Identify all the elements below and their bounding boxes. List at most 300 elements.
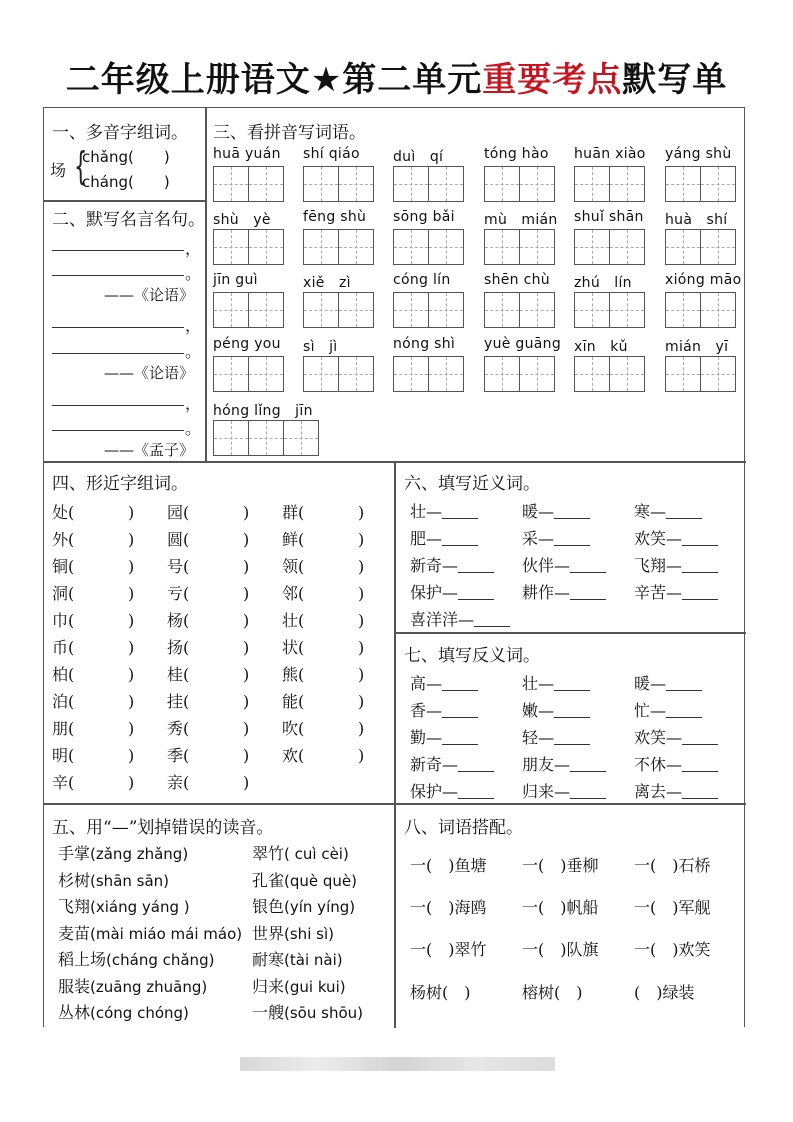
paren-open: ( xyxy=(183,584,190,603)
pinyin-item xyxy=(213,272,258,288)
paren-open: ( xyxy=(68,692,75,711)
collocation-item[interactable]: 一( )欢笑 xyxy=(634,940,711,959)
word: 服装 xyxy=(58,976,91,996)
pinyin-item xyxy=(665,146,732,162)
writing-boxes[interactable] xyxy=(213,292,283,328)
word: 离去— xyxy=(634,782,683,801)
paren-close: ) xyxy=(243,746,250,765)
word: 高— xyxy=(410,674,443,693)
pinyin-text: huā yuán xyxy=(213,146,281,162)
answer-line[interactable] xyxy=(52,405,184,406)
fill-item[interactable] xyxy=(410,499,478,522)
pinyin-options[interactable]: (zǎng zhǎng) xyxy=(90,845,189,863)
writing-boxes[interactable] xyxy=(484,292,554,328)
pinyin-item xyxy=(574,272,632,292)
fill-item[interactable] xyxy=(410,526,478,549)
blank[interactable] xyxy=(570,584,606,600)
word: 暖— xyxy=(634,674,667,693)
paren-open: ( xyxy=(68,638,75,657)
fill-item[interactable] xyxy=(522,725,590,748)
writing-boxes[interactable] xyxy=(303,229,373,265)
similar-char-item[interactable] xyxy=(52,500,134,523)
word: 手掌 xyxy=(58,844,91,863)
collocation-item[interactable]: 榕树( ) xyxy=(522,983,583,1002)
char: 洞 xyxy=(52,584,69,603)
blank[interactable] xyxy=(682,557,718,573)
char: 处 xyxy=(52,503,69,522)
collocation-item[interactable]: 一( )石桥 xyxy=(634,856,711,875)
similar-char-item[interactable] xyxy=(52,635,134,658)
char: 明 xyxy=(52,746,69,765)
writing-boxes[interactable] xyxy=(393,229,463,265)
writing-boxes[interactable] xyxy=(484,356,554,392)
paren-close: ) xyxy=(128,503,135,522)
fill-item[interactable] xyxy=(410,725,478,748)
similar-char-item[interactable] xyxy=(282,581,364,604)
word: 世界 xyxy=(252,923,285,943)
paren-open: ( xyxy=(68,773,75,792)
pinyin-item xyxy=(484,209,558,229)
similar-char-item[interactable] xyxy=(282,608,364,631)
word: 辛苦— xyxy=(634,583,683,602)
pronunciation-item[interactable] xyxy=(252,947,343,970)
pinyin-options[interactable]: (zuāng zhuāng) xyxy=(90,977,208,996)
similar-char-item[interactable] xyxy=(52,689,134,712)
char: 挂 xyxy=(167,692,184,711)
collocation-item[interactable]: 一( )海鸥 xyxy=(410,898,487,917)
writing-boxes[interactable] xyxy=(574,166,644,202)
worksheet xyxy=(43,107,745,1027)
paren-open: ( xyxy=(68,746,75,765)
word: 稻上场 xyxy=(58,950,107,969)
similar-char-item[interactable] xyxy=(52,743,134,766)
char: 外 xyxy=(52,530,69,549)
collocation-item[interactable]: 一( )翠竹 xyxy=(410,940,487,959)
pronunciation-item[interactable] xyxy=(252,841,349,864)
paren-close: ) xyxy=(243,692,250,711)
fill-item[interactable] xyxy=(522,499,590,522)
fill-item[interactable] xyxy=(634,580,718,603)
word: 忙— xyxy=(634,701,667,720)
writing-boxes[interactable] xyxy=(303,292,373,328)
pronunciation-item[interactable] xyxy=(58,921,242,944)
divider xyxy=(394,461,396,1028)
similar-char-item[interactable] xyxy=(52,716,134,739)
answer-line[interactable] xyxy=(52,250,184,251)
char: 桂 xyxy=(167,665,184,684)
writing-boxes[interactable] xyxy=(574,292,644,328)
collocation-item[interactable]: 一( )鱼塘 xyxy=(410,856,487,875)
pinyin-options[interactable]: (shi sì) xyxy=(284,924,334,943)
paren-close: ) xyxy=(128,638,135,657)
blank[interactable] xyxy=(442,729,478,745)
divider xyxy=(205,108,207,462)
blank[interactable] xyxy=(682,729,718,745)
char: 秀 xyxy=(167,719,184,738)
fill-item[interactable] xyxy=(410,607,510,630)
blank[interactable] xyxy=(554,530,590,546)
char: 巾 xyxy=(52,611,69,630)
paren-open: ( xyxy=(183,692,190,711)
fill-item[interactable] xyxy=(522,526,590,549)
similar-char-item[interactable] xyxy=(282,689,364,712)
blank[interactable] xyxy=(666,503,702,519)
writing-boxes[interactable] xyxy=(484,229,554,265)
paren-close: ) xyxy=(358,692,365,711)
punct: 。 xyxy=(185,419,202,438)
writing-boxes[interactable] xyxy=(303,356,373,392)
word: 银色 xyxy=(252,897,285,916)
collocation-item[interactable]: 一( )帆船 xyxy=(522,898,599,917)
pinyin-item xyxy=(303,209,366,225)
answer-line[interactable] xyxy=(52,430,184,431)
similar-char-item[interactable] xyxy=(282,743,364,766)
paren-close: ) xyxy=(243,719,250,738)
pinyin-item xyxy=(393,336,455,352)
word: 耕作— xyxy=(522,583,571,602)
pinyin-text: shí qiáo xyxy=(303,146,360,162)
word: 喜洋洋— xyxy=(410,610,475,629)
pinyin-item xyxy=(213,146,281,162)
word: 翠竹 xyxy=(252,844,285,863)
similar-char-item[interactable] xyxy=(167,689,249,712)
pinyin-text: shēn chù xyxy=(484,272,550,288)
similar-char-item[interactable] xyxy=(167,743,249,766)
pinyin-item xyxy=(665,209,727,229)
pinyin-item xyxy=(393,209,455,225)
pinyin-options[interactable]: (què què) xyxy=(284,871,358,890)
word: 麦苗 xyxy=(58,923,91,943)
section-title: 四、形近字组词。 xyxy=(52,474,188,494)
fill-item[interactable] xyxy=(634,725,718,748)
source: ——《孟子》 xyxy=(104,441,195,459)
fill-item[interactable] xyxy=(522,752,606,775)
pinyin-options[interactable]: (yín yíng) xyxy=(284,898,356,916)
paren-open: ( xyxy=(298,692,305,711)
blank[interactable] xyxy=(458,783,494,799)
char: 群 xyxy=(282,503,299,522)
section-title: 一、多音字组词。 xyxy=(52,123,188,143)
punct: 。 xyxy=(185,264,202,283)
answer-line[interactable] xyxy=(52,353,184,354)
word: 欢笑— xyxy=(634,529,683,548)
char: 辛 xyxy=(52,773,69,792)
pronunciation-item[interactable] xyxy=(58,894,190,917)
similar-char-item[interactable] xyxy=(52,527,134,550)
pronunciation-item[interactable] xyxy=(252,1000,363,1023)
paren-close: ) xyxy=(243,530,250,549)
section-title: 七、填写反义词。 xyxy=(404,646,540,666)
pinyin-options[interactable]: ( cuì cèi) xyxy=(284,845,349,863)
char: 状 xyxy=(282,638,299,657)
collocation-item[interactable]: 一( )军舰 xyxy=(634,898,711,917)
answer-line[interactable] xyxy=(52,327,184,328)
char: 欢 xyxy=(282,746,299,765)
pinyin-options[interactable]: (mài miáo mái máo) xyxy=(90,924,243,943)
word: 暖— xyxy=(522,502,555,521)
paren-open: ( xyxy=(68,503,75,522)
writing-boxes[interactable] xyxy=(393,166,463,202)
paren-open: ( xyxy=(298,746,305,765)
blank[interactable] xyxy=(442,503,478,519)
punct: ， xyxy=(185,239,202,258)
pinyin-text: yáng shù xyxy=(665,146,732,162)
word: 杉树 xyxy=(58,870,91,890)
pronunciation-item[interactable] xyxy=(58,1000,189,1023)
char: 柏 xyxy=(52,665,69,684)
punct: 。 xyxy=(185,342,202,361)
writing-boxes[interactable] xyxy=(213,229,283,265)
blank[interactable] xyxy=(682,783,718,799)
paren-open: ( xyxy=(183,665,190,684)
word: 伙伴— xyxy=(522,556,571,575)
paren-open: ( xyxy=(298,611,305,630)
blank[interactable] xyxy=(458,584,494,600)
paren-open: ( xyxy=(183,746,190,765)
writing-boxes[interactable] xyxy=(665,356,735,392)
pronunciation-item[interactable] xyxy=(58,974,207,997)
pinyin-options[interactable]: (tài nài) xyxy=(284,951,343,969)
char: 领 xyxy=(282,557,299,576)
pinyin-item xyxy=(574,146,646,162)
paren-open: ( xyxy=(298,557,305,576)
divider xyxy=(44,803,746,805)
collocation-item[interactable]: 一( )垂柳 xyxy=(522,856,599,875)
similar-char-item[interactable] xyxy=(167,581,249,604)
blank[interactable] xyxy=(682,756,718,772)
pinyin-item xyxy=(574,336,628,356)
blank[interactable] xyxy=(682,530,718,546)
pronunciation-item[interactable] xyxy=(58,841,188,864)
fill-item[interactable] xyxy=(410,580,494,603)
pinyin-item xyxy=(665,336,728,356)
fill-item[interactable] xyxy=(410,779,494,802)
pronunciation-item[interactable] xyxy=(252,868,357,891)
similar-char-item[interactable] xyxy=(52,608,134,631)
collocation-item[interactable]: 杨树( ) xyxy=(410,983,471,1002)
pinyin-item xyxy=(213,400,313,420)
pinyin-text: nóng shì xyxy=(393,336,456,352)
similar-char-item[interactable] xyxy=(282,554,364,577)
paren-open: ( xyxy=(183,503,190,522)
char: 杨 xyxy=(167,611,184,630)
pinyin-options[interactable]: (gui kui) xyxy=(284,977,346,996)
char: 吹 xyxy=(282,719,299,738)
pronunciation-item[interactable] xyxy=(252,894,355,917)
word: 肥— xyxy=(410,529,443,548)
writing-boxes[interactable] xyxy=(393,356,463,392)
pinyin-item xyxy=(213,336,281,352)
fill-item[interactable] xyxy=(634,779,718,802)
writing-boxes[interactable] xyxy=(303,166,373,202)
paren-open: ( xyxy=(298,530,305,549)
collocation-item[interactable]: 一( )队旗 xyxy=(522,940,599,959)
pronunciation-item[interactable] xyxy=(252,974,346,997)
blank[interactable] xyxy=(474,611,510,627)
similar-char-item[interactable] xyxy=(167,608,249,631)
punct: ， xyxy=(185,394,202,413)
section-title: 三、看拼音写词语。 xyxy=(213,123,366,143)
similar-char-item[interactable] xyxy=(167,635,249,658)
similar-char-item[interactable] xyxy=(167,770,249,793)
similar-char-item[interactable] xyxy=(167,554,249,577)
writing-boxes[interactable] xyxy=(665,229,735,265)
fill-item[interactable] xyxy=(522,671,590,694)
divider xyxy=(395,632,746,634)
pinyin-item xyxy=(665,272,741,288)
writing-boxes[interactable] xyxy=(393,292,463,328)
collocation-item[interactable]: ( )绿装 xyxy=(634,983,695,1002)
word: 壮— xyxy=(410,502,443,521)
blank[interactable] xyxy=(570,756,606,772)
paren-open: ( xyxy=(183,557,190,576)
similar-char-item[interactable] xyxy=(52,770,134,793)
blank[interactable] xyxy=(666,675,702,691)
char: 园 xyxy=(167,503,184,522)
char: 壮 xyxy=(282,611,299,630)
pinyin-options[interactable]: (cóng chóng) xyxy=(90,1004,189,1022)
blank[interactable] xyxy=(458,756,494,772)
paren-close: ) xyxy=(243,584,250,603)
fill-item[interactable] xyxy=(410,698,478,721)
word: 新奇— xyxy=(410,556,459,575)
writing-boxes[interactable] xyxy=(213,166,283,202)
char: 鲜 xyxy=(282,530,299,549)
paren-close: ) xyxy=(128,557,135,576)
similar-char-item[interactable] xyxy=(52,554,134,577)
fill-item[interactable] xyxy=(522,553,606,576)
source: ——《论语》 xyxy=(104,364,195,382)
blank[interactable] xyxy=(554,675,590,691)
writing-boxes[interactable] xyxy=(484,166,554,202)
answer-line[interactable] xyxy=(52,275,184,276)
similar-char-item[interactable] xyxy=(167,662,249,685)
writing-boxes[interactable] xyxy=(574,356,644,392)
char: 号 xyxy=(167,557,184,576)
similar-char-item[interactable] xyxy=(282,716,364,739)
pinyin-item xyxy=(484,336,561,352)
pinyin-text: tóng hào xyxy=(484,146,549,162)
similar-char-item[interactable] xyxy=(52,662,134,685)
pinyin-text: zhú lín xyxy=(574,275,632,291)
blank[interactable] xyxy=(442,702,478,718)
blank[interactable] xyxy=(666,702,702,718)
writing-boxes[interactable] xyxy=(574,229,644,265)
blank[interactable] xyxy=(458,557,494,573)
pronunciation-item[interactable] xyxy=(58,868,169,891)
pinyin-item xyxy=(213,209,271,229)
pinyin-text: huà shí xyxy=(665,212,728,228)
reading-2: cháng( ) xyxy=(82,173,170,191)
writing-boxes[interactable] xyxy=(665,292,735,328)
blurred-footer xyxy=(240,1057,555,1071)
pinyin-options[interactable]: (xiáng yáng ) xyxy=(90,898,190,916)
char: 扬 xyxy=(167,638,184,657)
word: 壮— xyxy=(522,674,555,693)
fill-item[interactable] xyxy=(410,553,494,576)
paren-open: ( xyxy=(183,530,190,549)
pinyin-text: shù yè xyxy=(213,212,271,228)
pinyin-item xyxy=(303,272,351,292)
pinyin-item xyxy=(484,272,550,288)
similar-char-item[interactable] xyxy=(167,527,249,550)
char: 圆 xyxy=(167,530,184,549)
fill-item[interactable] xyxy=(634,752,718,775)
pinyin-options[interactable]: (shān sān) xyxy=(90,871,170,890)
blank[interactable] xyxy=(554,503,590,519)
paren-open: ( xyxy=(298,665,305,684)
pinyin-text: mián yī xyxy=(665,339,729,355)
writing-boxes[interactable] xyxy=(213,356,283,392)
similar-char-item[interactable] xyxy=(52,581,134,604)
blank[interactable] xyxy=(570,557,606,573)
word: 新奇— xyxy=(410,755,459,774)
blank[interactable] xyxy=(442,530,478,546)
pronunciation-item[interactable] xyxy=(58,947,214,970)
blank[interactable] xyxy=(554,729,590,745)
pronunciation-item[interactable] xyxy=(252,921,334,944)
writing-boxes[interactable] xyxy=(213,420,318,456)
blank[interactable] xyxy=(682,584,718,600)
word: 耐寒 xyxy=(252,950,285,969)
pinyin-text: fēng shù xyxy=(303,209,367,225)
blank[interactable] xyxy=(442,675,478,691)
paren-open: ( xyxy=(183,773,190,792)
fill-item[interactable] xyxy=(634,698,702,721)
similar-char-item[interactable] xyxy=(167,716,249,739)
similar-char-item[interactable] xyxy=(282,662,364,685)
reading-1: chǎng( ) xyxy=(82,148,170,166)
pinyin-text: sì jì xyxy=(303,339,338,355)
char: 亏 xyxy=(167,584,184,603)
word: 归来— xyxy=(522,782,571,801)
pinyin-text: mù mián xyxy=(484,212,558,228)
pinyin-options[interactable]: (cháng chǎng) xyxy=(106,951,215,969)
writing-boxes[interactable] xyxy=(665,166,735,202)
fill-item[interactable] xyxy=(634,499,702,522)
char: 亲 xyxy=(167,773,184,792)
fill-item[interactable] xyxy=(522,779,606,802)
fill-item[interactable] xyxy=(634,671,702,694)
section-title: 二、默写名言名句。 xyxy=(52,210,205,230)
paren-close: ) xyxy=(243,665,250,684)
paren-close: ) xyxy=(128,692,135,711)
pinyin-text: xīn kǔ xyxy=(574,339,628,355)
fill-item[interactable] xyxy=(522,698,590,721)
paren-open: ( xyxy=(298,503,305,522)
word: 一艘 xyxy=(252,1003,285,1022)
similar-char-item[interactable] xyxy=(282,635,364,658)
blank[interactable] xyxy=(570,783,606,799)
fill-item[interactable] xyxy=(634,553,718,576)
fill-item[interactable] xyxy=(522,580,606,603)
page-title: 二年级上册语文★第二单元重要考点默写单 xyxy=(65,60,728,100)
fill-item[interactable] xyxy=(410,671,478,694)
pinyin-options[interactable]: (sōu shōu) xyxy=(284,1004,363,1022)
paren-close: ) xyxy=(128,773,135,792)
pinyin-text: sōng bǎi xyxy=(393,209,455,225)
fill-item[interactable] xyxy=(410,752,494,775)
similar-char-item[interactable] xyxy=(282,500,364,523)
blank[interactable] xyxy=(554,702,590,718)
fill-item[interactable] xyxy=(634,526,718,549)
paren-close: ) xyxy=(243,773,250,792)
source: ——《论语》 xyxy=(104,286,195,304)
similar-char-item[interactable] xyxy=(167,500,249,523)
similar-char-item[interactable] xyxy=(282,527,364,550)
paren-close: ) xyxy=(128,746,135,765)
pinyin-item xyxy=(393,272,451,288)
